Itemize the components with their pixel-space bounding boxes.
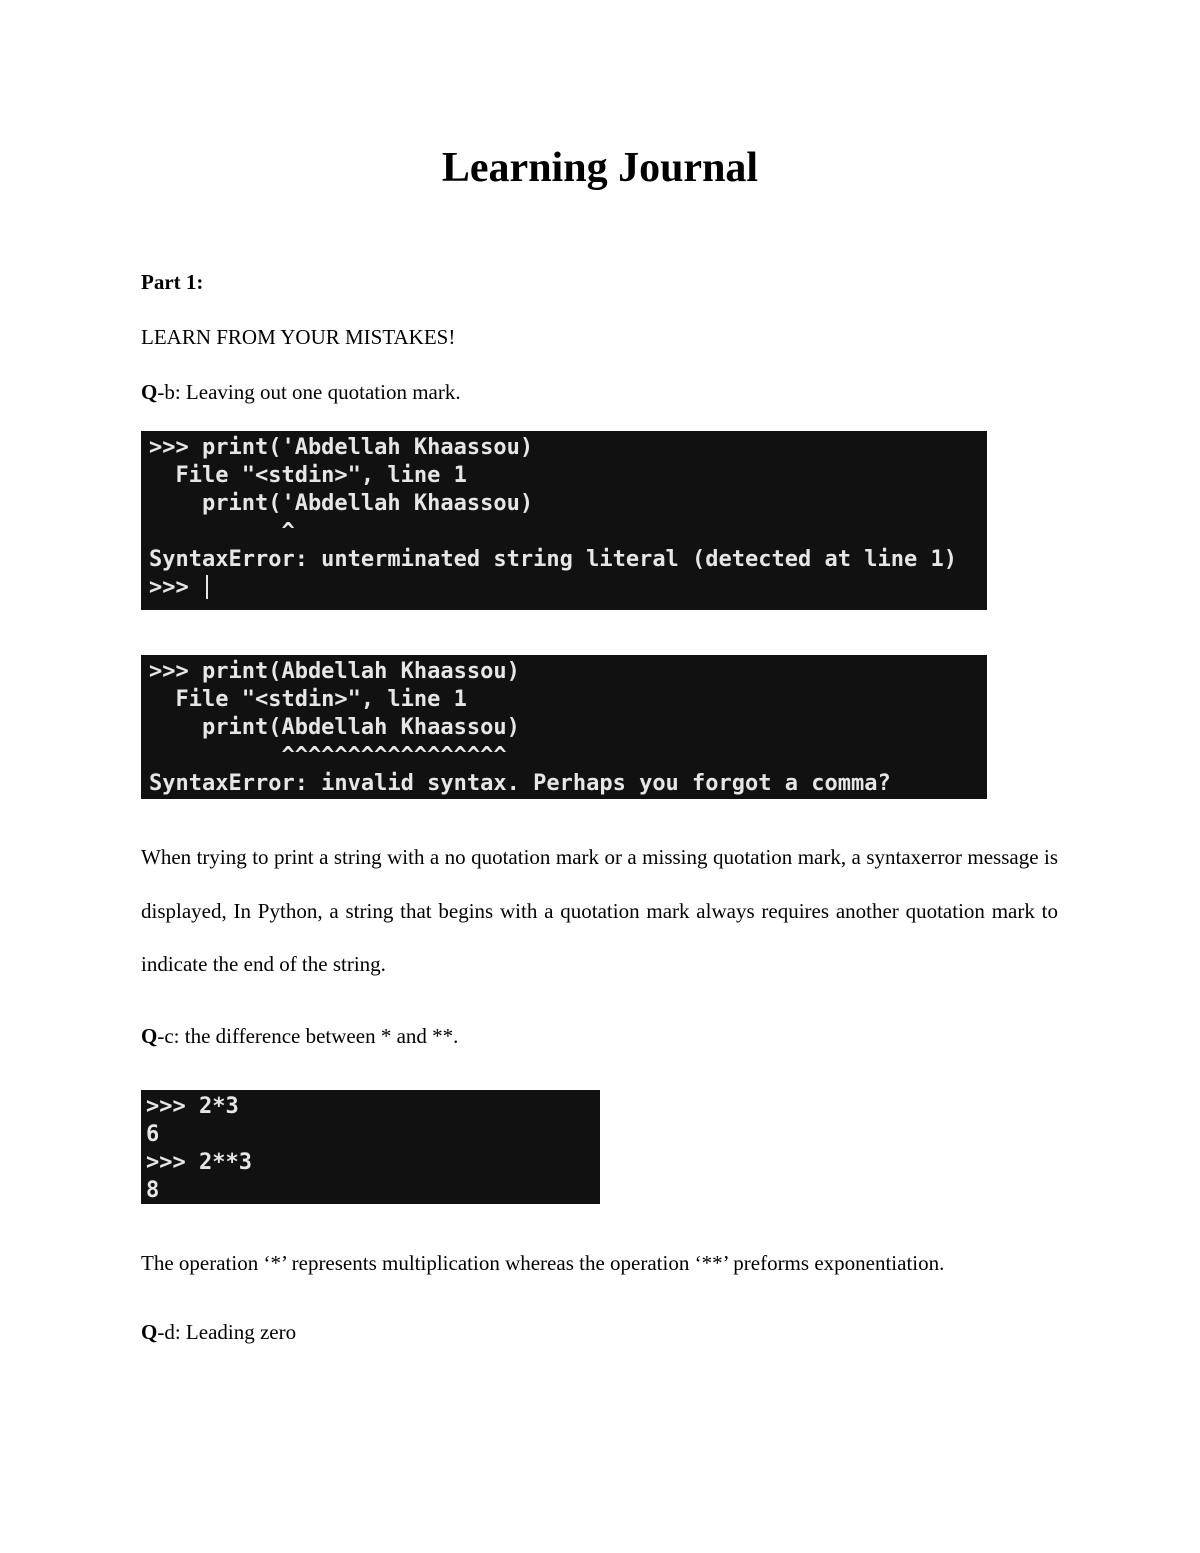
terminal-screenshot-2 xyxy=(141,655,987,799)
part-heading: Part 1: xyxy=(141,270,204,294)
terminal-line: 6 xyxy=(146,1122,160,1147)
terminal-line: >>> print('Abdellah Khaassou) xyxy=(149,435,534,460)
explanation-c: The operation ‘*’ represents multiplication whereas the operation ‘**’ preforms exponentiation. xyxy=(141,1251,945,1275)
terminal-line: ^^^^^^^^^^^^^^^^^ xyxy=(149,743,507,768)
question-b-prefix: Q xyxy=(141,380,158,404)
terminal-prompt: >>> xyxy=(149,575,202,600)
terminal-line: >>> 2*3 xyxy=(146,1094,239,1119)
text-cursor xyxy=(206,575,208,599)
question-d xyxy=(141,1320,296,1344)
question-d-text: -d: Leading zero xyxy=(157,1320,297,1344)
question-b-text: -b: Leaving out one quotation mark. xyxy=(157,380,461,404)
terminal-line: SyntaxError: invalid syntax. Perhaps you forgot a comma? xyxy=(149,771,891,796)
terminal-line: ^ xyxy=(149,519,295,544)
terminal-prompt-line xyxy=(149,574,979,602)
terminal-line: File "<stdin>", line 1 xyxy=(149,463,467,488)
terminal-screenshot-1 xyxy=(141,431,987,610)
terminal-line: File "<stdin>", line 1 xyxy=(149,687,467,712)
document-title: Learning Journal xyxy=(441,145,759,191)
question-c xyxy=(141,1024,458,1048)
intro-text: LEARN FROM YOUR MISTAKES! xyxy=(141,325,456,349)
terminal-line: 8 xyxy=(146,1178,160,1203)
question-b xyxy=(141,380,461,404)
terminal-screenshot-3 xyxy=(141,1090,600,1204)
question-d-prefix: Q xyxy=(141,1320,158,1344)
terminal-line: print(Abdellah Khaassou) xyxy=(149,715,520,740)
terminal-line: >>> print(Abdellah Khaassou) xyxy=(149,659,520,684)
terminal-line: SyntaxError: unterminated string literal (detected at line 1) xyxy=(149,547,957,572)
explanation-b: When trying to print a string with a no quotation mark or a missing quotation mark, a syntaxerror message is displayed, In Python, a string that begins with a quotation mark always requires another quotation mark to indicate the end of the string. xyxy=(141,845,1058,976)
question-c-text: -c: the difference between * and **. xyxy=(157,1024,459,1048)
terminal-line: print('Abdellah Khaassou) xyxy=(149,491,534,516)
terminal-line: >>> 2**3 xyxy=(146,1150,252,1175)
question-c-prefix: Q xyxy=(141,1024,158,1048)
